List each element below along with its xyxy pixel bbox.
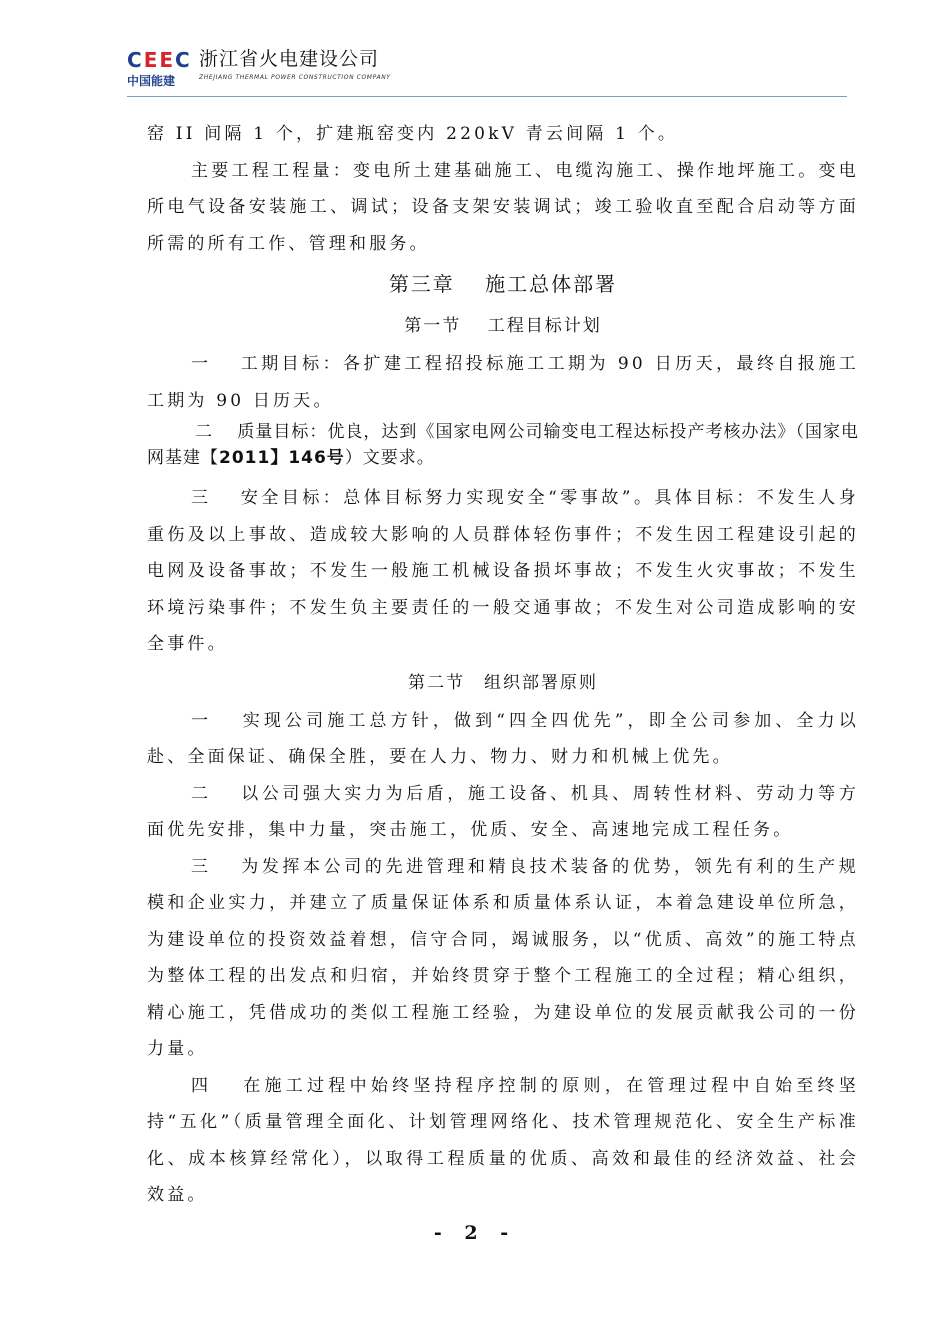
paragraph-continuation: 窑 II 间隔 1 个，扩建瓶窑变内 220kV 青云间隔 1 个。 — [147, 124, 679, 144]
quality-goal-text-a: 二 质量目标：优良，达到《国家电网公司输变电工程达标投产考核办法》（国家电网基建【 — [147, 422, 859, 468]
section-heading-2: 第二节 组织部署原则 — [408, 672, 598, 693]
quality-goal-doc-number: 2011】146号 — [219, 448, 345, 468]
quality-goal-text-c: ）文要求。 — [344, 448, 435, 468]
page-header — [127, 44, 847, 94]
company-name — [199, 48, 391, 81]
paragraph-principle-2: 二 以公司强大实力为后盾，施工设备、机具、周转性材料、劳动力等方面优先安排，集中力量，突击施工，优质、安全、高速地完成工程任务。 — [147, 783, 859, 840]
ceec-logo — [127, 50, 195, 90]
paragraph-schedule-goal: 一 工期目标：各扩建工程招投标施工工期为 90 日历天，最终自报施工工期为 90 日历天。 — [147, 354, 859, 411]
logo-mark — [127, 50, 195, 70]
document-body — [147, 116, 859, 1214]
page-number: - 2 - — [433, 1222, 517, 1244]
chapter-heading: 第三章 施工总体部署 — [388, 272, 618, 296]
logo-letter-c1: C — [127, 48, 142, 72]
paragraph-principle-3: 三 为发挥本公司的先进管理和精良技术装备的优势，领先有利的生产规模和企业实力，并建立了质量保证体系和质量体系认证，本着急建设单位所急，为建设单位的投资效益着想，信守合同，竭诚服务，以“优质、高效”的施工特点为整体工程的出发点和归宿，并始终贯穿于整个工程施工的全过程；精心组织，精心施工，凭借成功的类似工程施工经验，为建设单位的发展贡献我公司的一份力量。 — [147, 856, 859, 1059]
paragraph-workload: 主要工程工程量：变电所土建基础施工、电缆沟施工、操作地坪施工。变电所电气设备安装施工、调试；设备支架安装调试；竣工验收直至配合启动等方面所需的所有工作、管理和服务。 — [147, 160, 859, 254]
logo-letter-e2: E — [159, 48, 174, 72]
logo-subtitle: 中国能建 — [127, 74, 176, 88]
paragraph-principle-4: 四 在施工过程中始终坚持程序控制的原则，在管理过程中自始至终坚持“五化”（质量管理全面化、计划管理网络化、技术管理规范化、安全生产标准化、成本核算经常化），以取得工程质量的优质、高效和最佳的经济效益、社会效益。 — [147, 1075, 859, 1205]
company-name-en: ZHEJIANG THERMAL POWER CONSTRUCTION COMPANY — [199, 74, 391, 81]
paragraph-safety-goal: 三 安全目标：总体目标努力实现安全“零事故”。具体目标：不发生人身重伤及以上事故、造成较大影响的人员群体轻伤事件；不发生因工程建设引起的电网及设备事故；不发生一般施工机械设备损坏事故；不发生火灾事故；不发生环境污染事件；不发生负主要责任的一般交通事故；不发生对公司造成影响的安全事件。 — [147, 488, 859, 654]
company-name-cn: 浙江省火电建设公司 — [199, 48, 380, 70]
logo-letter-c2: C — [175, 48, 190, 72]
paragraph-principle-1: 一 实现公司施工总方针，做到“四全四优先”，即全公司参加、全力以赴、全面保证、确保全胜，要在人力、物力、财力和机械上优先。 — [147, 710, 859, 767]
header-divider — [127, 96, 847, 97]
logo-letter-e1: E — [143, 48, 158, 72]
section-heading-1: 第一节 工程目标计划 — [404, 316, 602, 336]
paragraph-quality-goal — [147, 419, 859, 471]
